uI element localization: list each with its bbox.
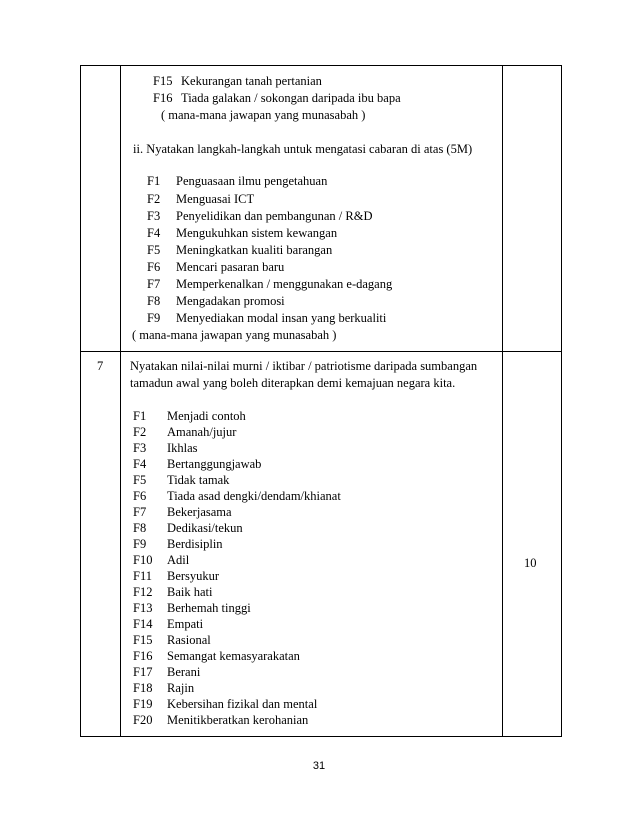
row-divider xyxy=(80,351,562,352)
page-number: 31 xyxy=(312,760,326,772)
item-text: Semangat kemasyarakatan xyxy=(167,649,300,663)
item-text: Amanah/jujur xyxy=(167,425,237,439)
item-text: Bertanggungjawab xyxy=(167,457,262,471)
item-text: Kebersihan fizikal dan mental xyxy=(167,697,318,711)
item-code: F11 xyxy=(133,569,152,583)
item-text: Meningkatkan kualiti barangan xyxy=(176,243,333,257)
question-text-line-1: Nyatakan nilai-nilai murni / iktibar / patriotisme daripada sumbangan xyxy=(130,359,478,373)
item-text: Menjadi contoh xyxy=(167,409,246,423)
item-text: Bersyukur xyxy=(167,569,220,583)
item-text: Ikhlas xyxy=(167,441,198,455)
item-code: F8 xyxy=(133,521,147,535)
item-text: Memperkenalkan / menggunakan e-dagang xyxy=(176,277,393,291)
item-code: F15 xyxy=(133,633,153,647)
item-text: Empati xyxy=(167,617,204,631)
item-code: F1 xyxy=(147,174,161,188)
item-text: Dedikasi/tekun xyxy=(167,521,243,535)
answer-note: ( mana-mana jawapan yang munasabah ) xyxy=(161,108,366,122)
item-text: Mencari pasaran baru xyxy=(176,260,285,274)
item-text: Berani xyxy=(167,665,201,679)
item-code: F6 xyxy=(147,260,161,274)
item-text: Tiada asad dengki/dendam/khianat xyxy=(167,489,341,503)
table-left-border xyxy=(80,65,81,737)
marks-value: 10 xyxy=(524,556,537,570)
item-text: Mengadakan promosi xyxy=(176,294,285,308)
item-text: Rasional xyxy=(167,633,211,647)
item-code: F9 xyxy=(147,311,161,325)
item-code: F4 xyxy=(147,226,161,240)
item-text: Menyediakan modal insan yang berkualiti xyxy=(176,311,387,325)
item-text: Baik hati xyxy=(167,585,213,599)
item-text: Berdisiplin xyxy=(167,537,223,551)
item-text: Adil xyxy=(167,553,190,567)
item-code: F5 xyxy=(133,473,147,487)
item-code: F14 xyxy=(133,617,153,631)
item-code: F15 xyxy=(153,74,173,88)
item-code: F1 xyxy=(133,409,147,423)
item-text: Kekurangan tanah pertanian xyxy=(181,74,322,88)
item-code: F7 xyxy=(147,277,161,291)
item-text: Mengukuhkan sistem kewangan xyxy=(176,226,338,240)
item-code: F10 xyxy=(133,553,153,567)
item-code: F3 xyxy=(147,209,161,223)
answer-scheme-table xyxy=(80,65,562,737)
question-text-line-2: tamadun awal yang boleh diterapkan demi kemajuan negara kita. xyxy=(130,376,456,390)
table-bottom-border xyxy=(80,736,562,737)
column-divider-2 xyxy=(502,65,503,737)
item-code: F2 xyxy=(133,425,147,439)
item-text: Bekerjasama xyxy=(167,505,232,519)
item-code: F5 xyxy=(147,243,161,257)
item-code: F16 xyxy=(153,91,173,105)
item-code: F13 xyxy=(133,601,153,615)
question-number: 7 xyxy=(97,359,104,373)
item-text: Menitikberatkan kerohanian xyxy=(167,713,309,727)
item-code: F16 xyxy=(133,649,153,663)
item-code: F12 xyxy=(133,585,153,599)
item-code: F6 xyxy=(133,489,147,503)
item-text: Tidak tamak xyxy=(167,473,230,487)
item-code: F3 xyxy=(133,441,147,455)
item-text: Penguasaan ilmu pengetahuan xyxy=(176,174,328,188)
item-code: F4 xyxy=(133,457,147,471)
table-right-border xyxy=(561,65,562,737)
item-code: F7 xyxy=(133,505,147,519)
table-top-border xyxy=(80,65,562,66)
item-text: Tiada galakan / sokongan daripada ibu bapa xyxy=(181,91,401,105)
item-code: F19 xyxy=(133,697,153,711)
item-code: F20 xyxy=(133,713,153,727)
column-divider-1 xyxy=(120,65,121,737)
item-code: F17 xyxy=(133,665,153,679)
item-code: F9 xyxy=(133,537,147,551)
item-code: F2 xyxy=(147,192,161,206)
item-text: Penyelidikan dan pembangunan / R&D xyxy=(176,209,373,223)
question-text: ii. Nyatakan langkah-langkah untuk mengatasi cabaran di atas (5M) xyxy=(133,142,473,156)
item-text: Menguasai ICT xyxy=(176,192,255,206)
item-text: Rajin xyxy=(167,681,195,695)
answer-note: ( mana-mana jawapan yang munasabah ) xyxy=(132,328,337,342)
item-text: Berhemah tinggi xyxy=(167,601,251,615)
item-code: F8 xyxy=(147,294,161,308)
item-code: F18 xyxy=(133,681,153,695)
